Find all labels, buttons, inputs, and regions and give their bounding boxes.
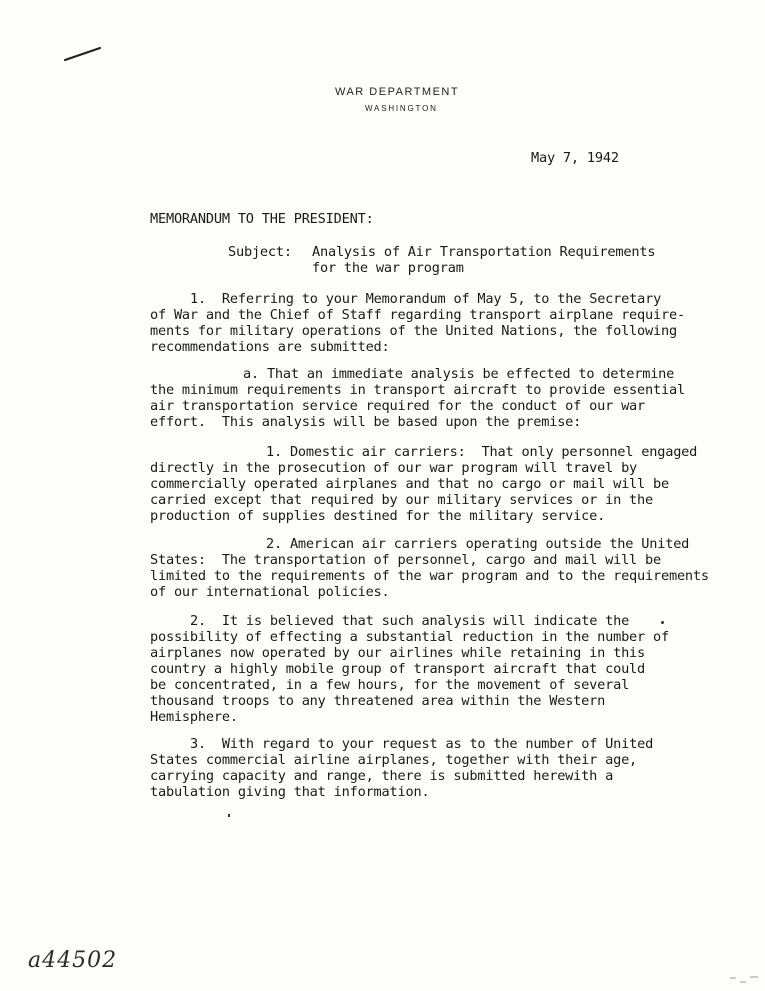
paragraph-line: a. That an immediate analysis be effected to determine [243,366,675,382]
paragraph-line: airplanes now operated by our airlines while retaining in this [150,645,646,661]
paragraph-line: 1. Domestic air carriers: That only personnel engaged [266,444,698,460]
subject-line-1: Analysis of Air Transportation Requirements [312,244,656,260]
paragraph-line: States commercial airline airplanes, together with their age, [150,752,638,768]
paragraph-line: of War and the Chief of Staff regarding transport airplane require- [150,307,685,323]
paragraph-line: 2. It is believed that such analysis will indicate the [190,613,630,629]
paragraph-line: directly in the prosecution of our war program will travel by [150,460,638,476]
pen-stroke-mark [62,44,104,64]
paragraph-line: country a highly mobile group of transport aircraft that could [150,661,646,677]
scan-specks [728,968,762,988]
paragraph-line: States: The transportation of personnel, cargo and mail will be [150,552,661,568]
paragraph-line: of our international policies. [150,584,390,600]
memo-date: May 7, 1942 [531,150,619,166]
paragraph-line: carrying capacity and range, there is submitted herewith a [150,768,614,784]
paragraph-line: carried except that required by our military services or in the [150,492,654,508]
stray-dot [661,621,664,624]
paragraph-line: production of supplies destined for the military service. [150,508,606,524]
paragraph-line: limited to the requirements of the war program and to the requirements [150,568,709,584]
paragraph-line: the minimum requirements in transport aircraft to provide essential [150,382,685,398]
paragraph-line: 2. American air carriers operating outside the United [266,536,690,552]
paragraph-line: 3. With regard to your request as to the number of United [190,736,654,752]
paragraph-line: Hemisphere. [150,709,238,725]
paragraph-line: tabulation giving that information. [150,784,430,800]
stray-dot [228,814,230,817]
paragraph-line: ments for military operations of the United Nations, the following [150,323,677,339]
paragraph-line: effort. This analysis will be based upon the premise: [150,414,582,430]
subject-label: Subject: [228,244,292,260]
archive-number-handwritten: a44502 [28,948,118,973]
paragraph-line: commercially operated airplanes and that no cargo or mail will be [150,476,669,492]
subject-line-2: for the war program [312,260,464,276]
letterhead-department: WAR DEPARTMENT [335,86,460,98]
letterhead-city: WASHINGTON [365,104,438,113]
paragraph-line: thousand troops to any threatened area within the Western [150,693,606,709]
paragraph-line: recommendations are submitted: [150,339,390,355]
paragraph-line: possibility of effecting a substantial reduction in the number of [150,629,669,645]
paragraph-line: be concentrated, in a few hours, for the movement of several [150,677,630,693]
paragraph-line: air transportation service required for the conduct of our war [150,398,646,414]
paragraph-line: 1. Referring to your Memorandum of May 5, to the Secretary [190,291,662,307]
memo-salutation: MEMORANDUM TO THE PRESIDENT: [150,211,374,227]
